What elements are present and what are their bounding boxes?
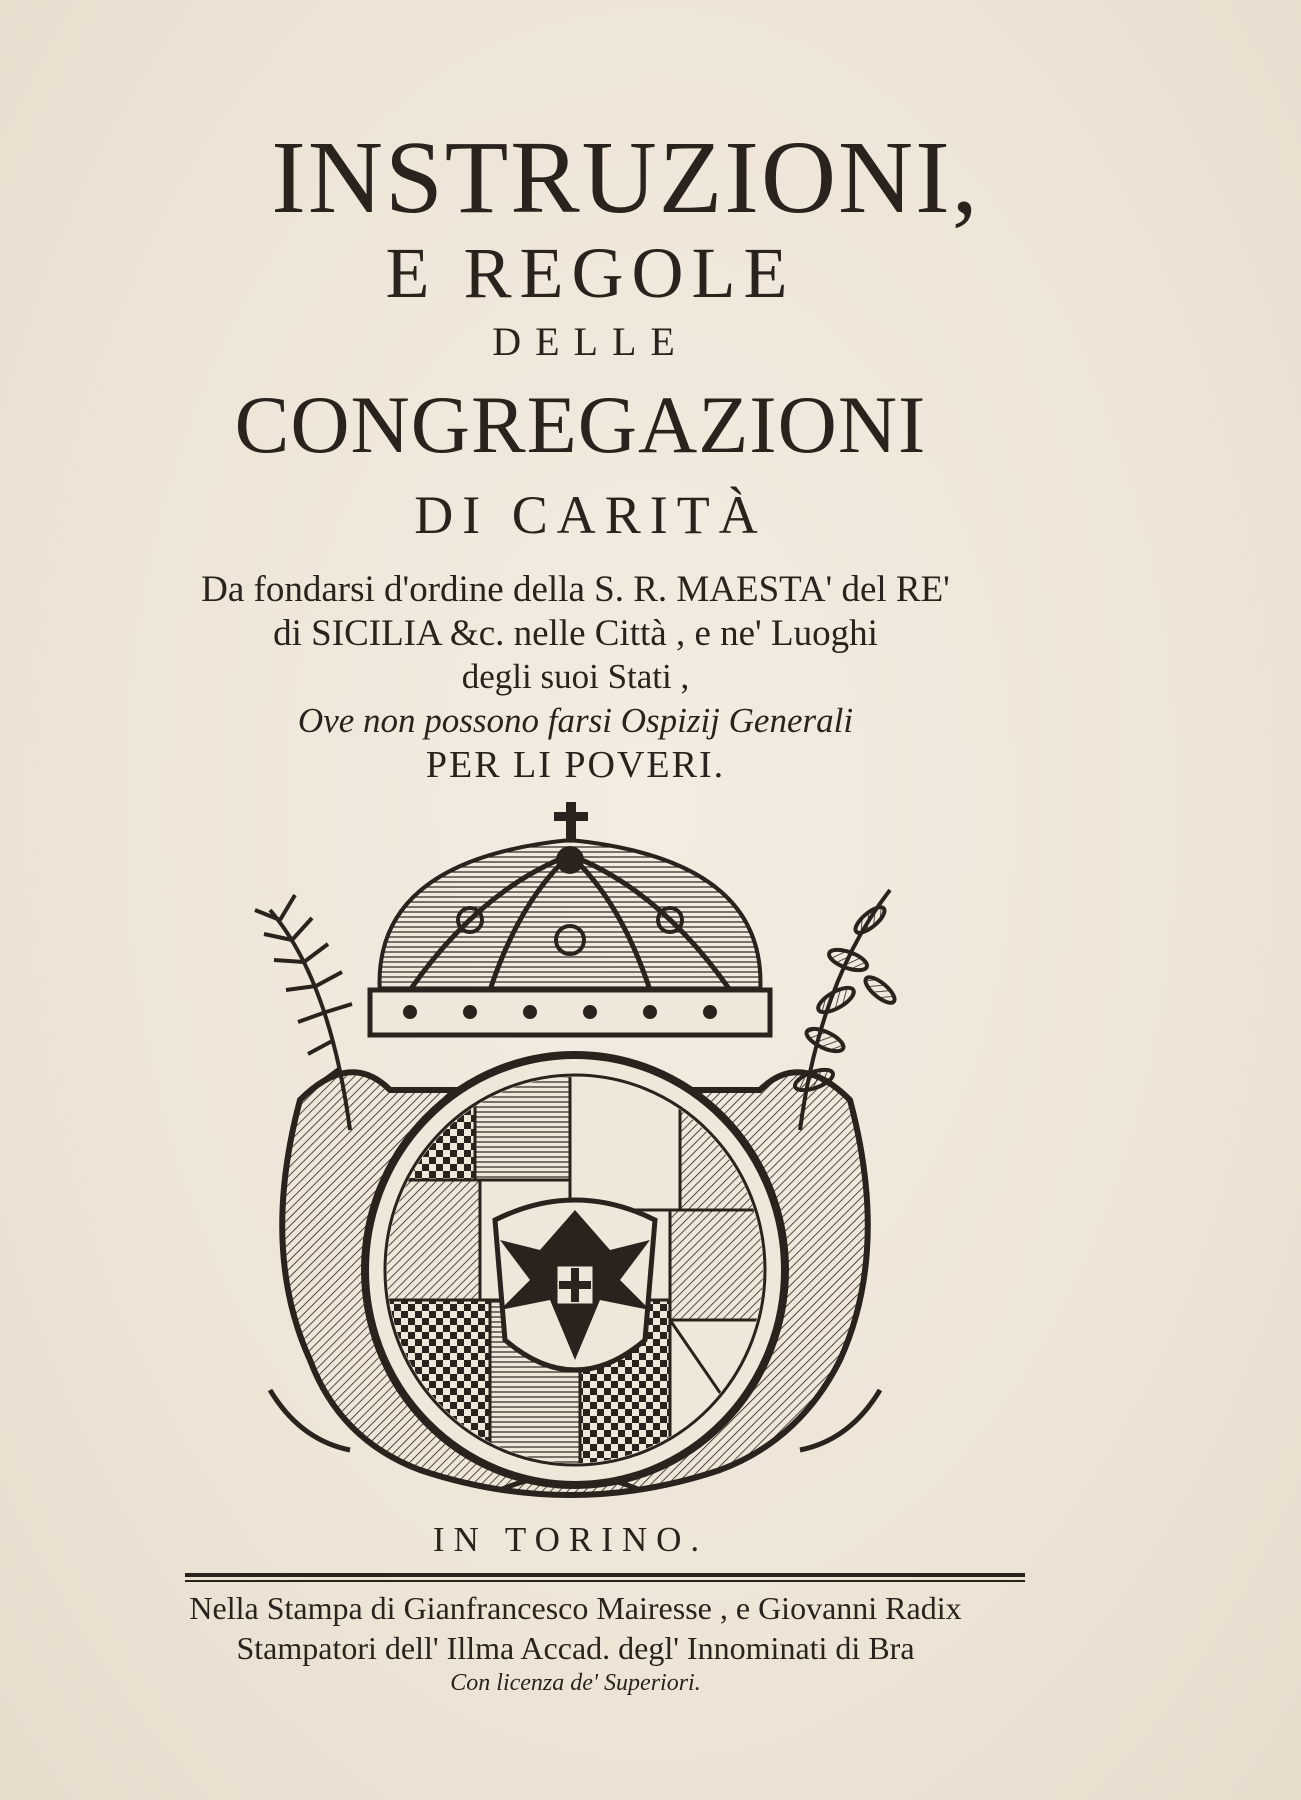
imprint-rule-thick xyxy=(185,1573,1025,1577)
imprint-line-1: Nella Stampa di Gianfrancesco Mairesse , e Giovanni Radix xyxy=(189,1590,962,1626)
title-line-5: DI CARITÀ xyxy=(414,485,767,545)
crown-icon xyxy=(370,840,770,1035)
title-line-1: INSTRUZIONI, xyxy=(271,120,980,235)
subtitle-line-5: PER LI POVERI. xyxy=(425,744,726,786)
imprint-rule-thin xyxy=(185,1580,1025,1582)
shield-icon xyxy=(365,1055,785,1485)
subtitle-line-3: degli suoi Stati , xyxy=(461,657,690,696)
crown-cross-icon xyxy=(554,802,588,842)
subtitle-line-4: Ove non possono farsi Ospizij Generali xyxy=(297,701,854,740)
title-line-2: E REGOLE xyxy=(385,233,796,313)
title-line-3: DELLE xyxy=(492,319,689,364)
subtitle-line-2: di SICILIA &c. nelle Città , e ne' Luoghi xyxy=(273,613,878,654)
title-line-4: CONGREGAZIONI xyxy=(234,379,927,470)
imprint-line-3: Con licenza de' Superiori. xyxy=(450,1670,701,1696)
eagle-icon xyxy=(495,1200,655,1370)
coat-of-arms-emblem xyxy=(240,800,920,1520)
imprint-place: IN TORINO. xyxy=(432,1520,709,1559)
imprint-line-2: Stampatori dell' Illma Accad. degl' Innominati di Bra xyxy=(236,1630,915,1666)
subtitle-line-1: Da fondarsi d'ordine della S. R. MAESTA' del RE' xyxy=(201,569,950,610)
